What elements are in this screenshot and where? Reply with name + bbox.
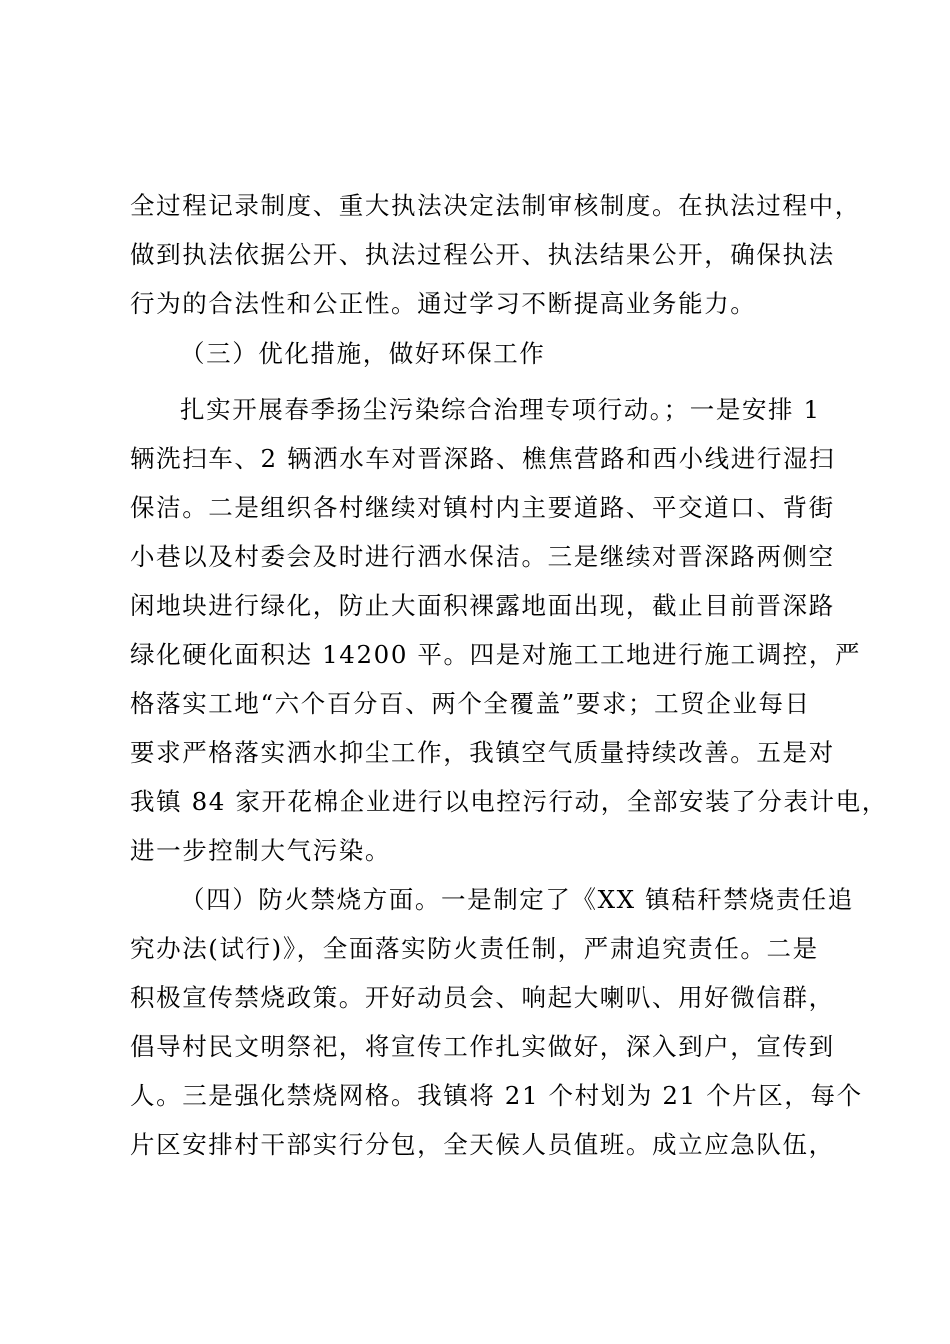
paragraph-line: 小巷以及村委会及时进行洒水保洁。三是继续对晋深路两侧空	[130, 542, 835, 571]
paragraph-line: 倡导村民文明祭祀，将宣传工作扎实做好，深入到户，宣传到	[130, 1032, 835, 1061]
paragraph-line: 辆洗扫车、2 辆洒水车对晋深路、樵焦营路和西小线进行湿扫	[130, 444, 836, 473]
paragraph-line: 进一步控制大气污染。	[130, 836, 391, 865]
paragraph-line: 做到执法依据公开、执法过程公开、执法结果公开，确保执法	[130, 240, 835, 269]
paragraph-line: 格落实工地“六个百分百、两个全覆盖”要求；工贸企业每日	[130, 689, 811, 718]
paragraph-line: 我镇 84 家开花棉企业进行以电控污行动，全部安装了分表计电，	[130, 787, 888, 816]
paragraph-line: 行为的合法性和公正性。通过学习不断提高业务能力。	[130, 289, 757, 318]
paragraph-line: 闲地块进行绿化，防止大面积裸露地面出现，截止目前晋深路	[130, 591, 835, 620]
paragraph-line: 究办法(试行)》，全面落实防火责任制，严肃追究责任。二是	[130, 934, 819, 963]
paragraph-line: 片区安排村干部实行分包，全天候人员值班。成立应急队伍，	[130, 1130, 835, 1159]
paragraph-line: 要求严格落实洒水抑尘工作，我镇空气质量持续改善。五是对	[130, 738, 835, 767]
paragraph-line: 积极宣传禁烧政策。开好动员会、响起大喇叭、用好微信群，	[130, 983, 835, 1012]
paragraph-line: 人。三是强化禁烧网格。我镇将 21 个村划为 21 个片区，每个	[130, 1081, 863, 1110]
paragraph-line: 绿化硬化面积达 14200 平。四是对施工工地进行施工调控，严	[130, 640, 862, 669]
paragraph-line: 保洁。二是组织各村继续对镇村内主要道路、平交道口、背街	[130, 493, 835, 522]
paragraph-line: 扎实开展春季扬尘污染综合治理专项行动。；一是安排 1	[180, 395, 821, 424]
paragraph-line: 全过程记录制度、重大执法决定法制审核制度。在执法过程中，	[130, 191, 861, 220]
section-heading: （四）防火禁烧方面。一是制定了《XX 镇秸秆禁烧责任追	[180, 885, 854, 914]
section-heading: （三）优化措施，做好环保工作	[180, 339, 546, 368]
